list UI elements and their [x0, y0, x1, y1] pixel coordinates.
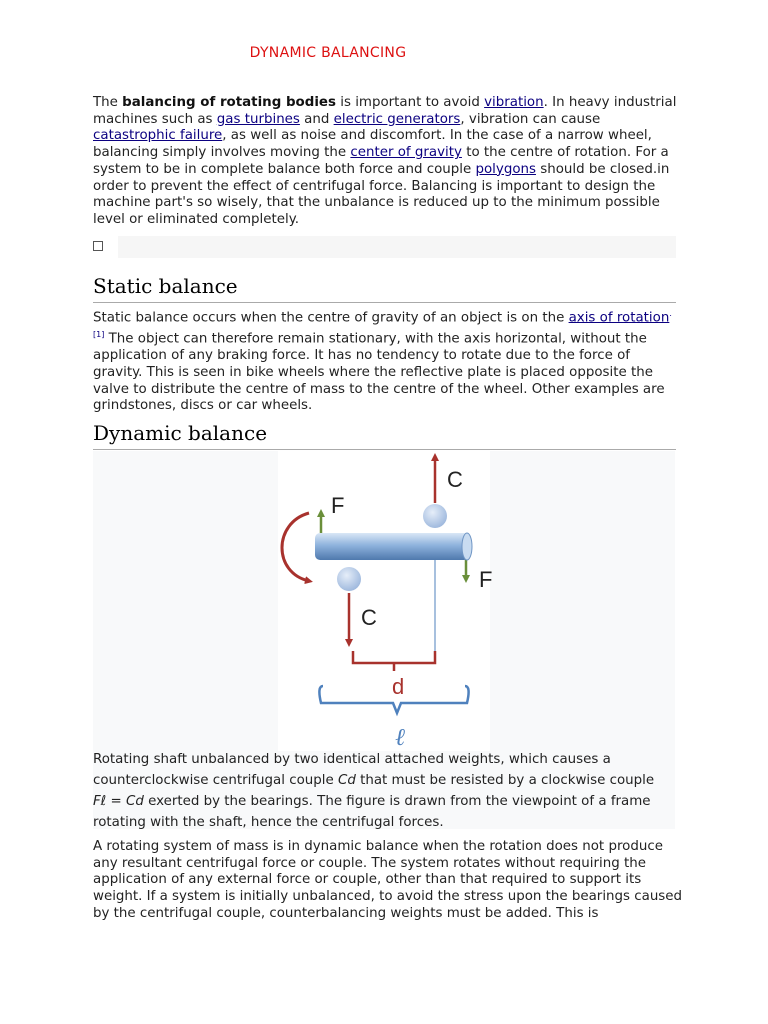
toc-row	[93, 236, 676, 258]
weight-top	[423, 504, 447, 528]
shaft-end	[462, 533, 472, 560]
heading-dynamic-balance: Dynamic balance	[93, 421, 676, 450]
label-c-top: C	[447, 467, 463, 492]
intro-paragraph: The balancing of rotating bodies is important to avoid vibration. In heavy industrial machines such as gas turbines and electric generators, vibration can cause catastrophic failure, as well as noise and discomfort. In the case of a narrow wheel, balancing simply involves moving the center of gravity to the centre of rotation. For a system to be in complete balance both force and couple polygons should be closed.in order to prevent the effect of centrifugal force. Balancing is important to design the machine part's so wisely, that the unbalance is reduced up to the minimum possible level or eliminated completely.	[93, 95, 677, 227]
link-catastrophic-failure[interactable]: catastrophic failure	[93, 128, 223, 144]
static-paragraph: Static balance occurs when the centre of gravity of an object is on the axis of rotation$^{.[1]}$ The object can therefore remain stationary, with the axis horizontal, without the application of any braking force. It has no tendency to rotate due to the force of gravity. This is seen in bike wheels where the reflective plate is placed opposite the valve to distribute the centre of mass to the centre of the wheel. Other examples are grindstones, discs or car wheels.	[93, 309, 672, 414]
weight-bottom	[337, 567, 361, 591]
toc-bar	[118, 236, 676, 258]
label-l: ℓ	[395, 723, 405, 751]
rotation-arrow	[282, 513, 309, 581]
bold-term: balancing of rotating bodies	[122, 95, 336, 110]
label-f-left: F	[331, 493, 345, 518]
shaft	[315, 533, 469, 560]
shaft-diagram	[93, 451, 675, 751]
label-c-bottom: C	[361, 605, 377, 630]
figure-caption: Rotating shaft unbalanced by two identical attached weights, which causes a counterclockwise centrifugal couple Cd that must be resisted by a clockwise couple Fℓ = Cd exerted by the bearings. The figure is drawn from the viewpoint of a frame rotating with the shaft, hence the centrifugal forces.	[93, 752, 655, 830]
label-d: d	[392, 674, 405, 699]
link-gas-turbines[interactable]: gas turbines	[216, 111, 300, 127]
dynamic-paragraph: A rotating system of mass is in dynamic balance when the rotation does not produce any resultant centrifugal force or couple. The system rotates without requiring the application of any external force or couple, other than that required to support its weight. If a system is initially unbalanced, to avoid the stress upon the bearings caused by the centrifugal couple, counterbalancing weights must be added. This is	[93, 839, 683, 921]
label-f-right: F	[479, 567, 493, 592]
bracket-d	[353, 651, 435, 671]
figure-box	[93, 451, 675, 829]
link-vibration[interactable]: vibration	[484, 95, 544, 110]
checkbox-icon[interactable]	[93, 241, 103, 251]
document-title: DYNAMIC BALANCING	[249, 45, 407, 61]
reference-marker[interactable]: .[1]	[93, 309, 672, 340]
heading-static-balance: Static balance	[93, 274, 676, 303]
link-polygons[interactable]: polygons	[475, 161, 536, 177]
link-electric-generators[interactable]: electric generators	[333, 111, 461, 127]
link-center-of-gravity[interactable]: center of gravity	[350, 145, 462, 161]
link-axis-of-rotation[interactable]: axis of rotation	[568, 310, 670, 326]
